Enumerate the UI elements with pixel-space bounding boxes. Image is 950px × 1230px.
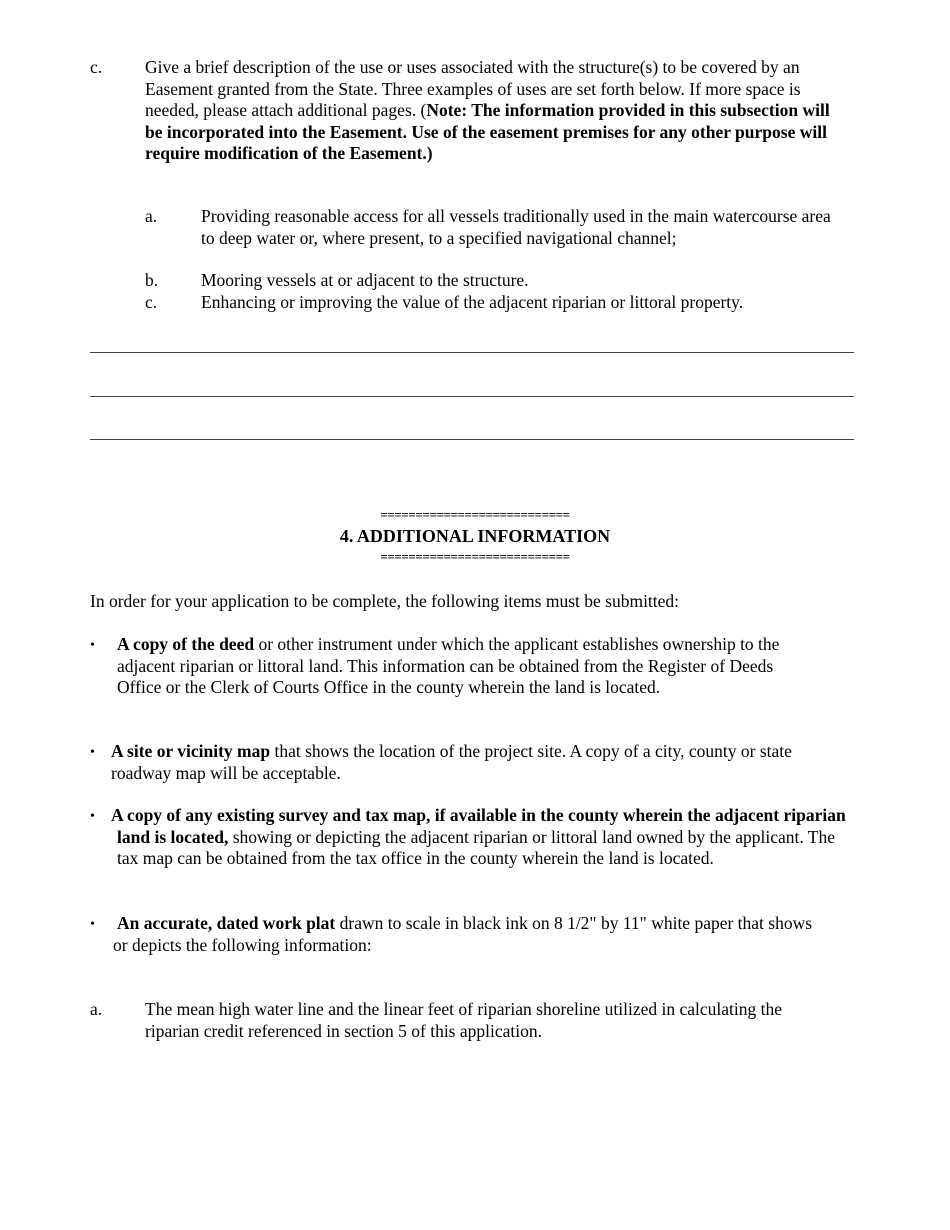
section-c-text: Give a brief description of the use or uses associated with the structure(s) to be covered by an Easement granted from the State. Three examples of uses are set forth below. If more space is needed, please attach additional pages. ( — [145, 57, 801, 120]
required-item-work-plat — [90, 913, 850, 957]
answer-line-3[interactable] — [90, 439, 854, 440]
work-plat-item-text: The mean high water line and the linear feet of riparian shoreline utilized in calculating the riparian credit referenced in section 5 of this application. — [145, 999, 783, 1041]
bullet-body: or other instrument under which the applicant establishes ownership to the adjacent riparian or littoral land. This information can be obtained from the Register of Deeds Office or the Clerk of Courts Office in the county wherein the land is located. — [117, 634, 780, 697]
example-text: Enhancing or improving the value of the adjacent riparian or littoral property. — [201, 292, 744, 312]
bullet-body: drawn to scale in black ink on 8 1/2" by 11" white paper that shows or depicts the following information: — [113, 913, 813, 955]
required-item-deed — [90, 634, 850, 720]
section-c-label: c. — [90, 57, 103, 77]
required-item-survey-tax-map — [90, 805, 850, 891]
section-c-instructions — [145, 57, 845, 165]
work-plat-item-label: a. — [90, 999, 103, 1019]
answer-line-2[interactable] — [90, 396, 854, 397]
bullet-body: showing or depicting the adjacent riparian or littoral land owned by the applicant. The tax map can be obtained from the tax office in the county wherein the land is located. — [117, 826, 835, 868]
bullet-text — [111, 741, 801, 784]
bullet-icon: • — [90, 745, 95, 760]
heading-rule-top: =========================== — [380, 507, 570, 522]
required-item-site-map — [90, 741, 850, 785]
bullet-icon: • — [90, 638, 95, 653]
bullet-title: A copy of the deed — [117, 634, 255, 654]
example-text: Mooring vessels at or adjacent to the structure. — [201, 270, 529, 290]
example-label: b. — [145, 270, 159, 290]
heading-rule-bottom: =========================== — [380, 549, 570, 564]
bullet-title: An accurate, dated work plat — [117, 913, 336, 933]
answer-line-1[interactable] — [90, 352, 854, 353]
example-use-a — [145, 206, 845, 270]
bullet-icon: • — [90, 809, 95, 824]
example-text: Providing reasonable access for all vessels traditionally used in the main watercourse area to deep water or, where present, to a specified navigational channel; — [201, 206, 831, 248]
bullet-title: A copy of any existing survey and tax map, if available in the county wherein the adjacent riparian land is located, — [111, 805, 846, 847]
bullet-title: A site or vicinity map — [111, 741, 271, 761]
bullet-icon: • — [90, 917, 95, 932]
example-label: c. — [145, 292, 158, 312]
example-use-c — [145, 292, 845, 314]
bullet-text — [111, 805, 852, 870]
example-label: a. — [145, 206, 158, 226]
section-4-heading: 4. ADDITIONAL INFORMATION — [339, 526, 611, 546]
bullet-text — [117, 634, 797, 699]
bullet-body: that shows the location of the project site. A copy of a city, county or state roadway map will be acceptable. — [111, 741, 792, 783]
section-c-note: Note: The information provided in this subsection will be incorporated into the Easement. Use of the easement premises for any other purpose will require modification of the Easement.) — [145, 100, 830, 163]
example-use-b — [145, 270, 845, 292]
section-4-intro: In order for your application to be complete, the following items must be submitted: — [90, 591, 680, 611]
bullet-text — [113, 913, 825, 956]
